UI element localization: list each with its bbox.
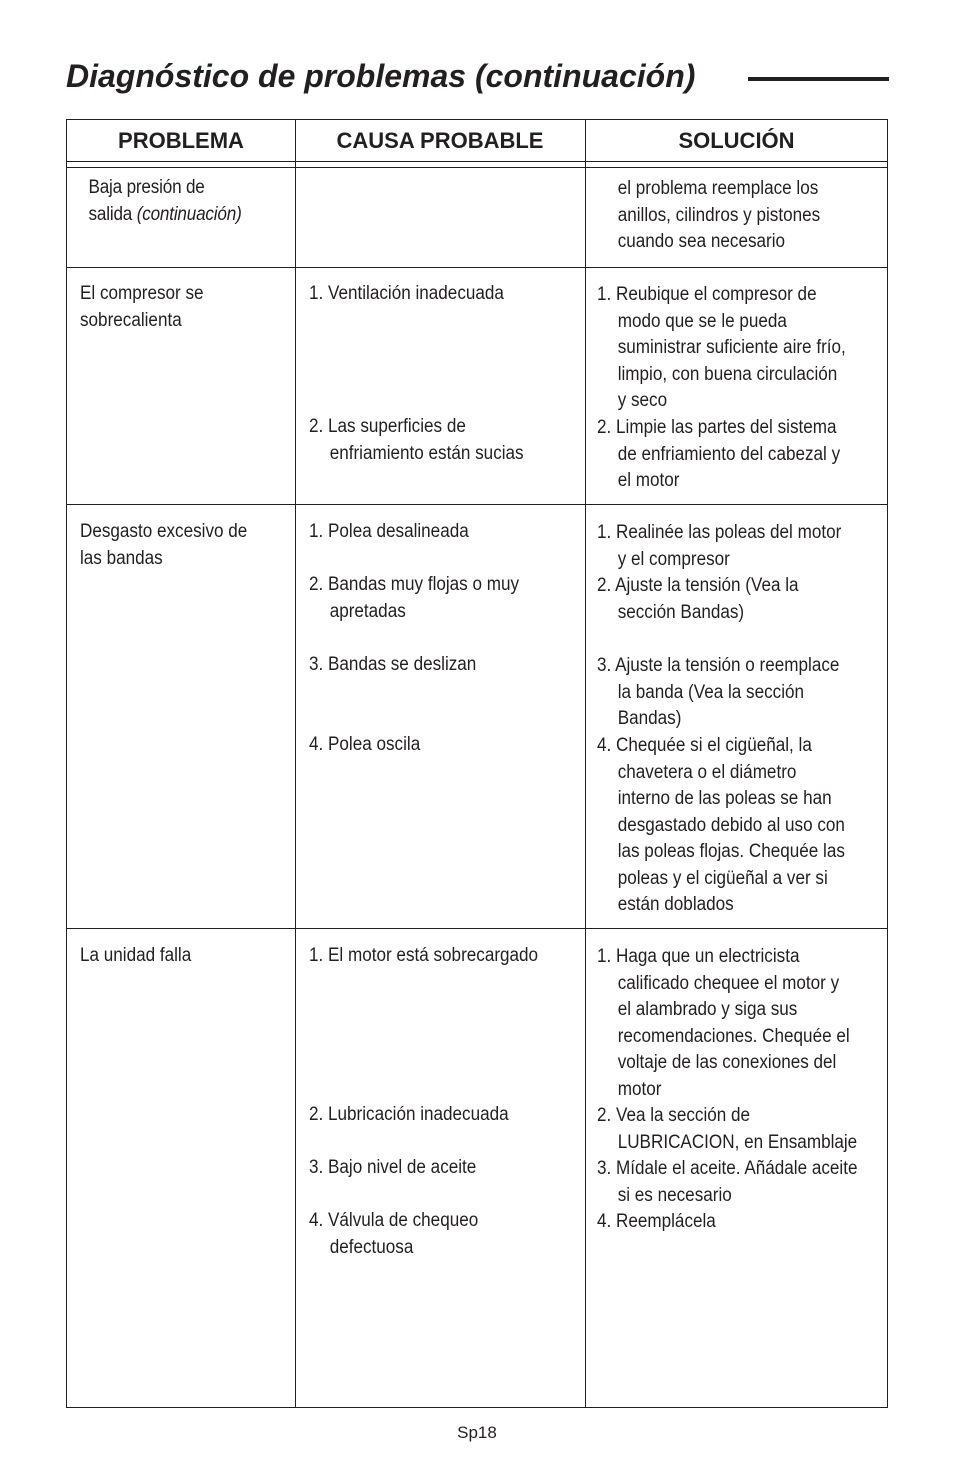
solution-item: 2. Ajuste la tensión (Vea la sección Bandas) — [597, 575, 799, 623]
solution-item: 1. Reubique el compresor de modo que se le pueda suministrar suficiente aire frío, limpio, con buena circulación y seco — [597, 284, 846, 411]
cause-item: 2. Las superficies de enfriamiento están sucias — [309, 416, 524, 464]
page-number: Sp18 — [457, 1423, 497, 1442]
cause-item: 1. Ventilación inadecuada — [309, 283, 504, 304]
solution-item: 4. Chequée si el cigüeñal, la chavetera o el diámetro interno de las poleas se han desgastado debido al uso con las poleas flojas. Chequée las poleas y el cigüeñal a ver si están doblados — [597, 735, 845, 915]
solution-text: el problema reemplace los anillos, cilindros y pistones cuando sea necesario — [617, 178, 821, 252]
problem-cell — [89, 175, 242, 228]
problem-text: La unidad falla — [80, 945, 192, 966]
cause-item: 4. Polea oscila — [309, 734, 421, 755]
cause-item: 2. Bandas muy flojas o muy apretadas — [309, 574, 520, 622]
cause-item: 3. Bajo nivel de aceite — [309, 1157, 477, 1178]
cause-item: 1. El motor está sobrecargado — [309, 945, 539, 966]
header-problem: PROBLEMA — [118, 128, 244, 153]
cause-item: 1. Polea desalineada — [309, 521, 469, 542]
problem-continuation-note: (continuación) — [136, 203, 242, 225]
problem-text: Baja presión de — [88, 177, 205, 198]
solution-item: 3. Mídale el aceite. Añádale aceite si es necesario — [597, 1158, 858, 1206]
troubleshooting-table — [66, 119, 888, 1408]
problem-text: salida — [88, 203, 133, 225]
solution-item: 4. Reemplácela — [597, 1211, 716, 1232]
header-rule — [67, 167, 887, 168]
problem-text: Desgasto excesivo de las bandas — [80, 521, 248, 569]
header-solution: SOLUCIÓN — [678, 128, 795, 153]
solution-item: 3. Ajuste la tensión o reemplace la banda (Vea la sección Bandas) — [597, 655, 840, 729]
cause-item: 3. Bandas se deslizan — [309, 654, 477, 675]
solution-item: 1. Haga que un electricista calificado chequee el motor y el alambrado y siga sus recomendaciones. Chequée el voltaje de las conexiones del motor — [597, 946, 850, 1100]
column-divider — [295, 120, 296, 1407]
row-divider — [67, 267, 887, 268]
cause-item: 4. Válvula de chequeo defectuosa — [309, 1210, 479, 1258]
solution-item: 2. Vea la sección de LUBRICACION, en Ensamblaje — [597, 1105, 858, 1153]
solution-item: 2. Limpie las partes del sistema de enfriamiento del cabezal y el motor — [597, 417, 841, 491]
header-cause: CAUSA PROBABLE — [336, 128, 544, 153]
row-divider — [67, 504, 887, 505]
column-divider — [585, 120, 586, 1407]
problem-text: El compresor se sobrecalienta — [80, 283, 204, 331]
solution-item: 1. Realinée las poleas del motor y el compresor — [597, 522, 842, 570]
page-title: Diagnóstico de problemas (continuación) — [66, 58, 696, 94]
cause-item: 2. Lubricación inadecuada — [309, 1104, 509, 1125]
row-divider — [67, 928, 887, 929]
title-rule — [748, 77, 889, 81]
header-rule — [67, 161, 887, 162]
